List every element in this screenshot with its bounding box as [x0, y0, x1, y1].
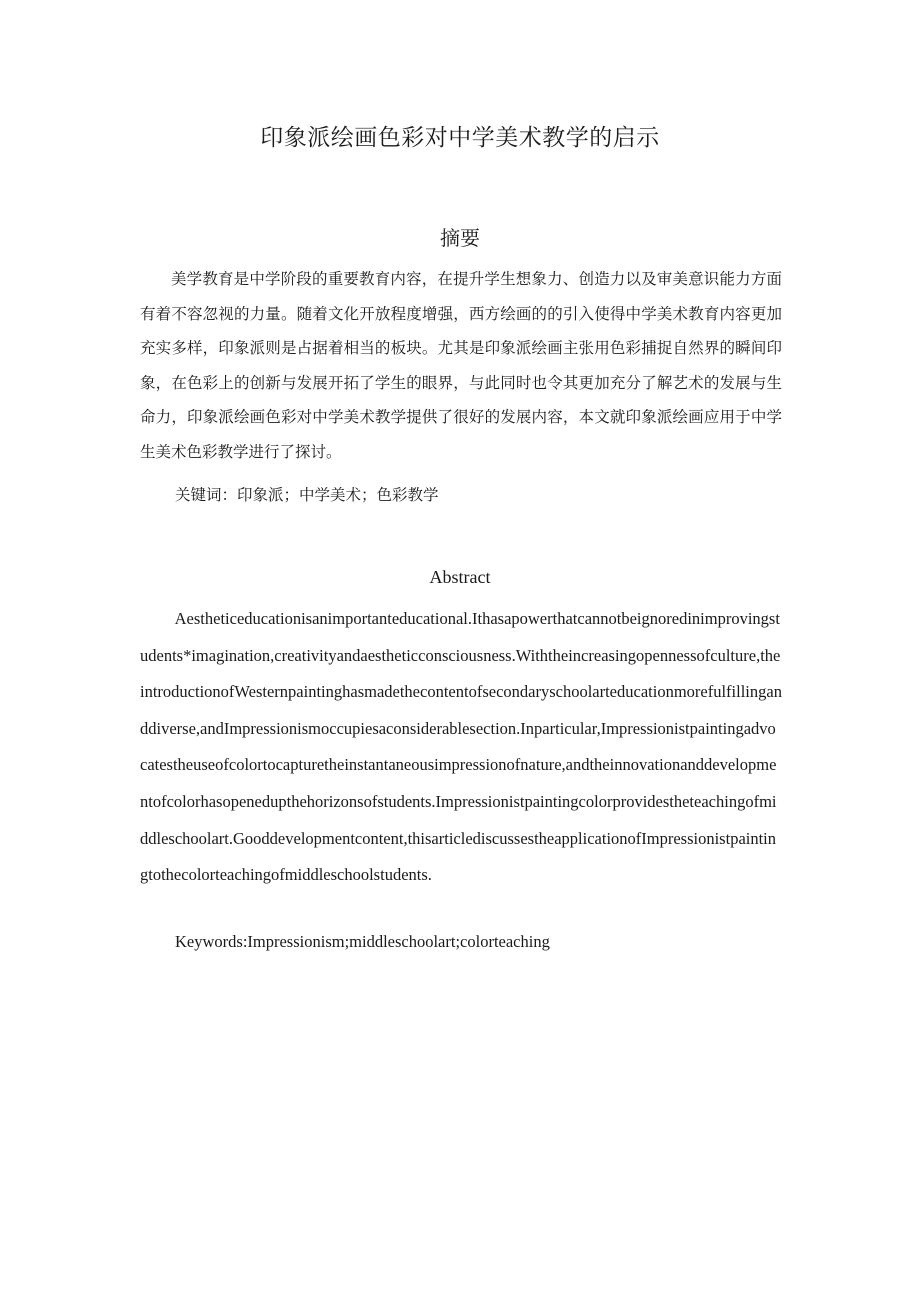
chinese-abstract-heading: 摘要: [440, 226, 480, 250]
chinese-abstract-body: 美学教育是中学阶段的重要教育内容，在提升学生想象力、创造力以及审美意识能力方面有着不容忽视的力量。随着文化开放程度增强，西方绘画的的引入使得中学美术教育内容更加充实多样，印象派则是占据着相当的板块。尤其是印象派绘画主张用色彩捕捉自然界的瞬间印象，在色彩上的创新与发展开拓了学生的眼界，与此同时也令其更加充分了解艺术的发展与生命力，印象派绘画色彩对中学美术教学提供了很好的发展内容，本文就印象派绘画应用于中学生美术色彩教学进行了探讨。: [140, 270, 782, 461]
english-abstract-heading: Abstract: [429, 567, 491, 587]
chinese-keywords: 关键词：印象派；中学美术；色彩教学: [175, 486, 439, 504]
english-abstract-body: Aestheticeducationisanimportanteducational.Ithasapowerthatcannotbeignoredinimprovingstudents*imagination,creativityandaestheticconsciousness.Withtheincreasingopennessofculture,theintroductionofWesternpaintinghasmadethecontentofsecondaryschoolarteducationmorefulfillinganddiverse,andImpressionismoccupiesaconsiderablesection.Inparticular,Impressionistpaintingadvocatestheuseofcolortocapturetheinstantaneousimpressionofnature,andtheinnovationanddevelopmentofcolorhasopenedupthehorizonsofstudents.Impressionistpaintingcolorprovidestheteachingofmiddleschoolart.Gooddevelopmentcontent,thisarticlediscussestheapplicationofImpressionistpaintingtothecolorteachingofmiddleschoolstudents.: [140, 609, 782, 885]
document-title: 印象派绘画色彩对中学美术教学的启示: [260, 125, 660, 151]
english-keywords: Keywords:Impressionism;middleschoolart;colorteaching: [175, 932, 550, 951]
